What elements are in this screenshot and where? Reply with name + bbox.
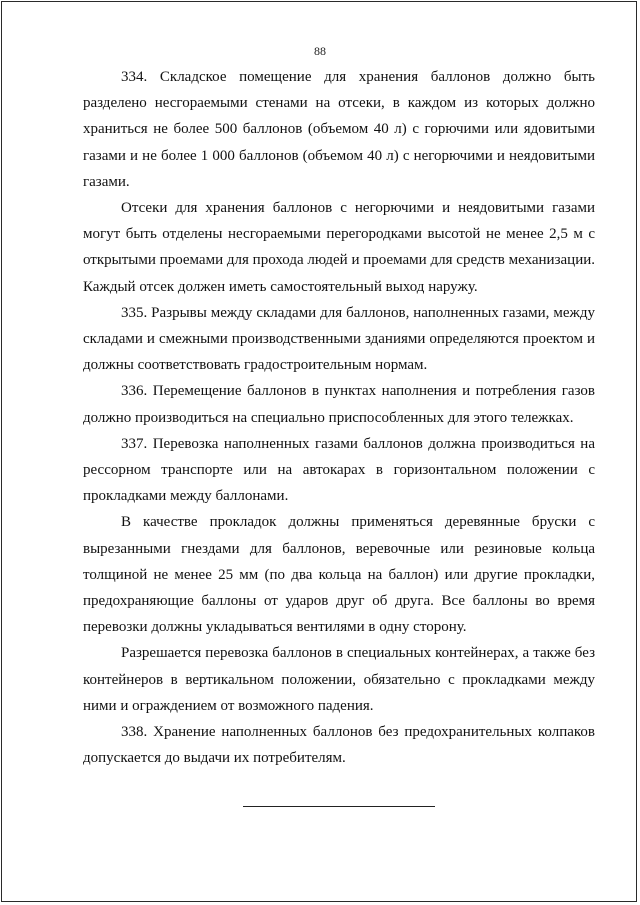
paragraph-337: 337. Перевозка наполненных газами баллонов должна производиться на рессорном транспорте или на автокарах в горизонтальном положении с прокладками между баллонами. (83, 435, 595, 505)
paragraph-336: 336. Перемещение баллонов в пунктах наполнения и потребления газов должно производиться на специально приспособленных для этого тележках. (83, 383, 595, 426)
paragraph-containers: Разрешается перевозка баллонов в специальных контейнерах, а также без контейнеров в вертикальном положении, обязательно с прокладками между ними и ограждением от возможного падения. (83, 645, 595, 714)
end-of-document-rule (243, 806, 435, 807)
paragraph-spacers: В качестве прокладок должны применяться деревянные бруски с вырезанными гнездами для баллонов, веревочные или резиновые кольца толщиной не менее 25 мм (по два кольца на баллон) или другие прокладки, предохраняющие баллоны от ударов друг об друга. Все баллоны во время перевозки должны укладываться вентилями в одну сторону. (83, 514, 595, 636)
paragraph-335: 335. Разрывы между складами для баллонов, наполненных газами, между складами и смежными производственными зданиями определяются проектом и должны соответствовать градостроительным нормам. (83, 304, 595, 374)
paragraph-338: 338. Хранение наполненных баллонов без предохранительных колпаков допускается до выдачи их потребителям. (83, 724, 595, 767)
document-body (83, 64, 595, 771)
page-number: 88 (314, 44, 326, 58)
paragraph-compartments: Отсеки для хранения баллонов с негорючими и неядовитыми газами могут быть отделены несгораемыми перегородками высотой не менее 2,5 м с открытыми проемами для прохода людей и проемами для средств механизации. Каждый отсек должен иметь самостоятельный выход наружу. (83, 200, 595, 295)
paragraph-334: 334. Складское помещение для хранения баллонов должно быть разделено несгораемыми стенами на отсеки, в каждом из которых должно храниться не более 500 баллонов (объемом 40 л) с горючими или ядовитыми газами и не более 1 000 баллонов (объемом 40 л) с негорючими и неядовитыми газами. (83, 69, 595, 190)
